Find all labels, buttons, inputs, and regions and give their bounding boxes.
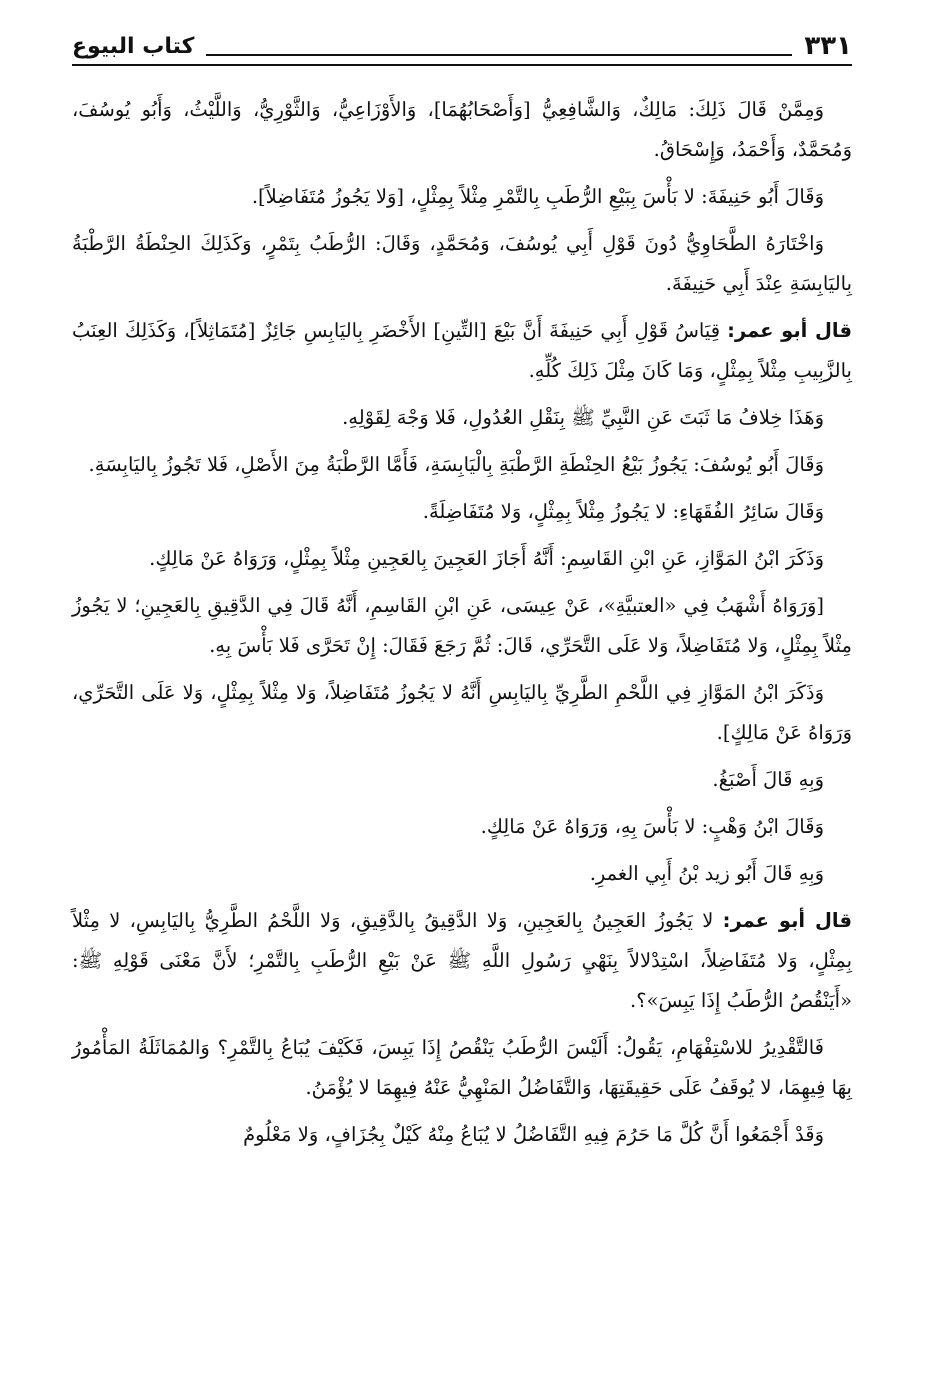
- paragraph-text: وَذَكَرَ ابْنُ المَوَّازِ فِي اللَّحْمِ الطَّرِيِّ بِاليَابِسِ أَنَّهُ لا يَجُوزُ مُتَفَاضِلاً، وَلا مِثْلاً بِمِثْلٍ، وَلا عَلَى التَّحَرِّي، وَرَوَاهُ عَنْ مَالِكٍ].: [72, 681, 852, 744]
- text-body: [72, 90, 852, 1162]
- header-rule: [206, 54, 792, 56]
- paragraph-text: وَبِهِ قَالَ أَصْبَغُ.: [712, 768, 824, 791]
- paragraph-text: وَهَذَا خِلافُ مَا ثَبَتَ عَنِ النَّبِيِّ ﷺ بِنَقْلِ العُدُولِ، فَلا وَجْهَ لِقَوْلِهِ.: [342, 406, 824, 429]
- paragraph-text: [وَرَوَاهُ أَشْهَبُ فِي «العتبيَّةِ»، عَنْ عِيسَى، عَنِ ابْنِ القَاسِمِ، أَنَّهُ قَالَ فِي الدَّقِيقِ بِالعَجِينِ؛ لا يَجُوزُ مِثْلاً بِمِثْلٍ، وَلا مُتَفَاضِلاً، وَلا عَلَى التَّحَرِّي، قَالَ: ثُمَّ رَجَعَ فَقَالَ: إِنْ تَحَرَّى فَلا بَأْسَ بِهِ.: [72, 594, 852, 657]
- paragraph-text: وَقَالَ أَبُو يُوسُفَ: يَجُوزُ بَيْعُ الحِنْطَةِ الرَّطْبَةِ بِالْيَابِسَةِ، فَأَمَّا الرَّطْبَةُ مِنَ الأَصْلِ، فَلا تَجُوزُ بِاليَابِسَةِ.: [88, 453, 824, 476]
- paragraph: [72, 807, 852, 847]
- paragraph-lead: قال أبو عمر:: [722, 909, 852, 932]
- paragraph: [72, 1028, 852, 1108]
- paragraph: [72, 539, 852, 579]
- paragraph: [72, 586, 852, 666]
- paragraph-text: وَمِمَّنْ قَالَ ذَلِكَ: مَالِكٌ، وَالشَّافِعِيُّ [وَأَصْحَابُهُمَا]، وَالأَوْزَاعِيُّ، وَالثَّوْرِيُّ، وَاللَّيْثُ، وَأَبُو يُوسُفَ، وَمُحَمَّدٌ، وَأَحْمَدُ، وَإِسْحَاقُ.: [72, 98, 852, 161]
- paragraph-text: وَقَالَ ابْنُ وَهْبٍ: لا بَأْسَ بِهِ، وَرَوَاهُ عَنْ مَالِكٍ.: [480, 815, 824, 838]
- paragraph: [72, 673, 852, 753]
- paragraph: [72, 1115, 852, 1155]
- paragraph-text: فَالتَّقْدِيرُ للاسْتِفْهَامِ، يَقُولُ: أَلَيْسَ الرُّطَبُ يَنْقُصُ إِذَا يَبِسَ، فَكَيْفَ يُبَاعُ بِالتَّمْرِ؟ وَالمُمَاثَلَةُ المَأْمُورُ بِهَا فِيهِمَا، لا يُوقَفُ عَلَى حَقِيقَتِهَا، وَالتَّفَاضُلُ المَنْهِيُّ عَنْهُ فِيهِمَا لا يُؤْمَنُ.: [72, 1036, 852, 1099]
- paragraph-text: وَقَالَ سَائِرُ الفُقَهَاءِ: لا يَجُوزُ مِثْلاً بِمِثْلٍ، وَلا مُتَفَاضِلَةً.: [422, 500, 824, 523]
- paragraph-text: لا يَجُوزُ العَجِينُ بِالعَجِينِ، وَلا الدَّقِيقُ بِالدَّقِيقِ، وَلا اللَّحْمُ الطَّرِيُّ بِاليَابِسِ، لا مِثْلاً بِمِثْلٍ، وَلا مُتَفَاضِلاً، اسْتِدْلالاً بِنَهْيِ رَسُولِ اللَّهِ ﷺ عَنْ بَيْعِ الرُّطَبِ بِالتَّمْرِ؛ لأَنَّ مَعْنَى قَوْلِهِ ﷺ: «أَيَنْقُصُ الرُّطَبُ إِذَا يَبِسَ»؟.: [72, 909, 852, 1012]
- paragraph: [72, 224, 852, 304]
- paragraph: [72, 445, 852, 485]
- paragraph-text: وَقَدْ أَجْمَعُوا أَنَّ كُلَّ مَا حَرُمَ فِيهِ التَّفَاضُلُ لا يُبَاعُ مِنْهُ كَيْلٌ بِجُزَافٍ، وَلا مَعْلُومٌ: [243, 1123, 824, 1146]
- paragraph: [72, 177, 852, 217]
- paragraph: [72, 854, 852, 894]
- header-underline: [72, 64, 852, 66]
- paragraph: [72, 901, 852, 1021]
- paragraph: [72, 311, 852, 391]
- page-number: ٣٣١: [804, 31, 852, 61]
- paragraph: [72, 90, 852, 170]
- paragraph-text: وَاخْتَارَهُ الطَّحَاوِيُّ دُونَ قَوْلِ أَبِي يُوسُفَ، وَمُحَمَّدٍ، وَقَالَ: الرُّطَبُ بِتَمْرٍ، وَكَذَلِكَ الحِنْطَةُ الرَّطْبَةُ بِاليَابِسَةِ عِنْدَ أَبِي حَنِيفَةَ.: [72, 232, 852, 295]
- paragraph-text: وَبِهِ قَالَ أَبُو زيد بْنُ أَبِي الغمرِ.: [589, 862, 824, 885]
- paragraph-lead: قال أبو عمر:: [727, 319, 852, 342]
- paragraph-text: قِيَاسُ قَوْلِ أَبِي حَنِيفَةَ أَنَّ بَيْعَ [التِّينِ] الأَخْضَرِ بِاليَابِسِ جَائِزٌ [مُتَمَاثِلاً]، وَكَذَلِكَ العِنَبُ بِالزَّبِيبِ مِثْلاً بِمِثْلٍ، وَمَا كَانَ مِثْلَ ذَلِكَ كُلِّهِ.: [72, 319, 852, 382]
- running-header: [72, 22, 852, 70]
- paragraph: [72, 398, 852, 438]
- book-title: كتاب البيوع: [72, 33, 195, 59]
- paragraph: [72, 760, 852, 800]
- paragraph: [72, 492, 852, 532]
- paragraph-text: وَقَالَ أَبُو حَنِيفَةَ: لا بَأْسَ بِبَيْعِ الرُّطَبِ بِالتَّمْرِ مِثْلاً بِمِثْلٍ، [وَلا يَجُوزُ مُتَفَاضِلاً].: [251, 185, 824, 208]
- paragraph-text: وَذَكَرَ ابْنُ المَوَّازِ، عَنِ ابْنِ القَاسِمِ: أَنَّهُ أَجَازَ العَجِينَ بِالعَجِينِ مِثْلاً بِمِثْلٍ، وَرَوَاهُ عَنْ مَالِكٍ.: [149, 547, 824, 570]
